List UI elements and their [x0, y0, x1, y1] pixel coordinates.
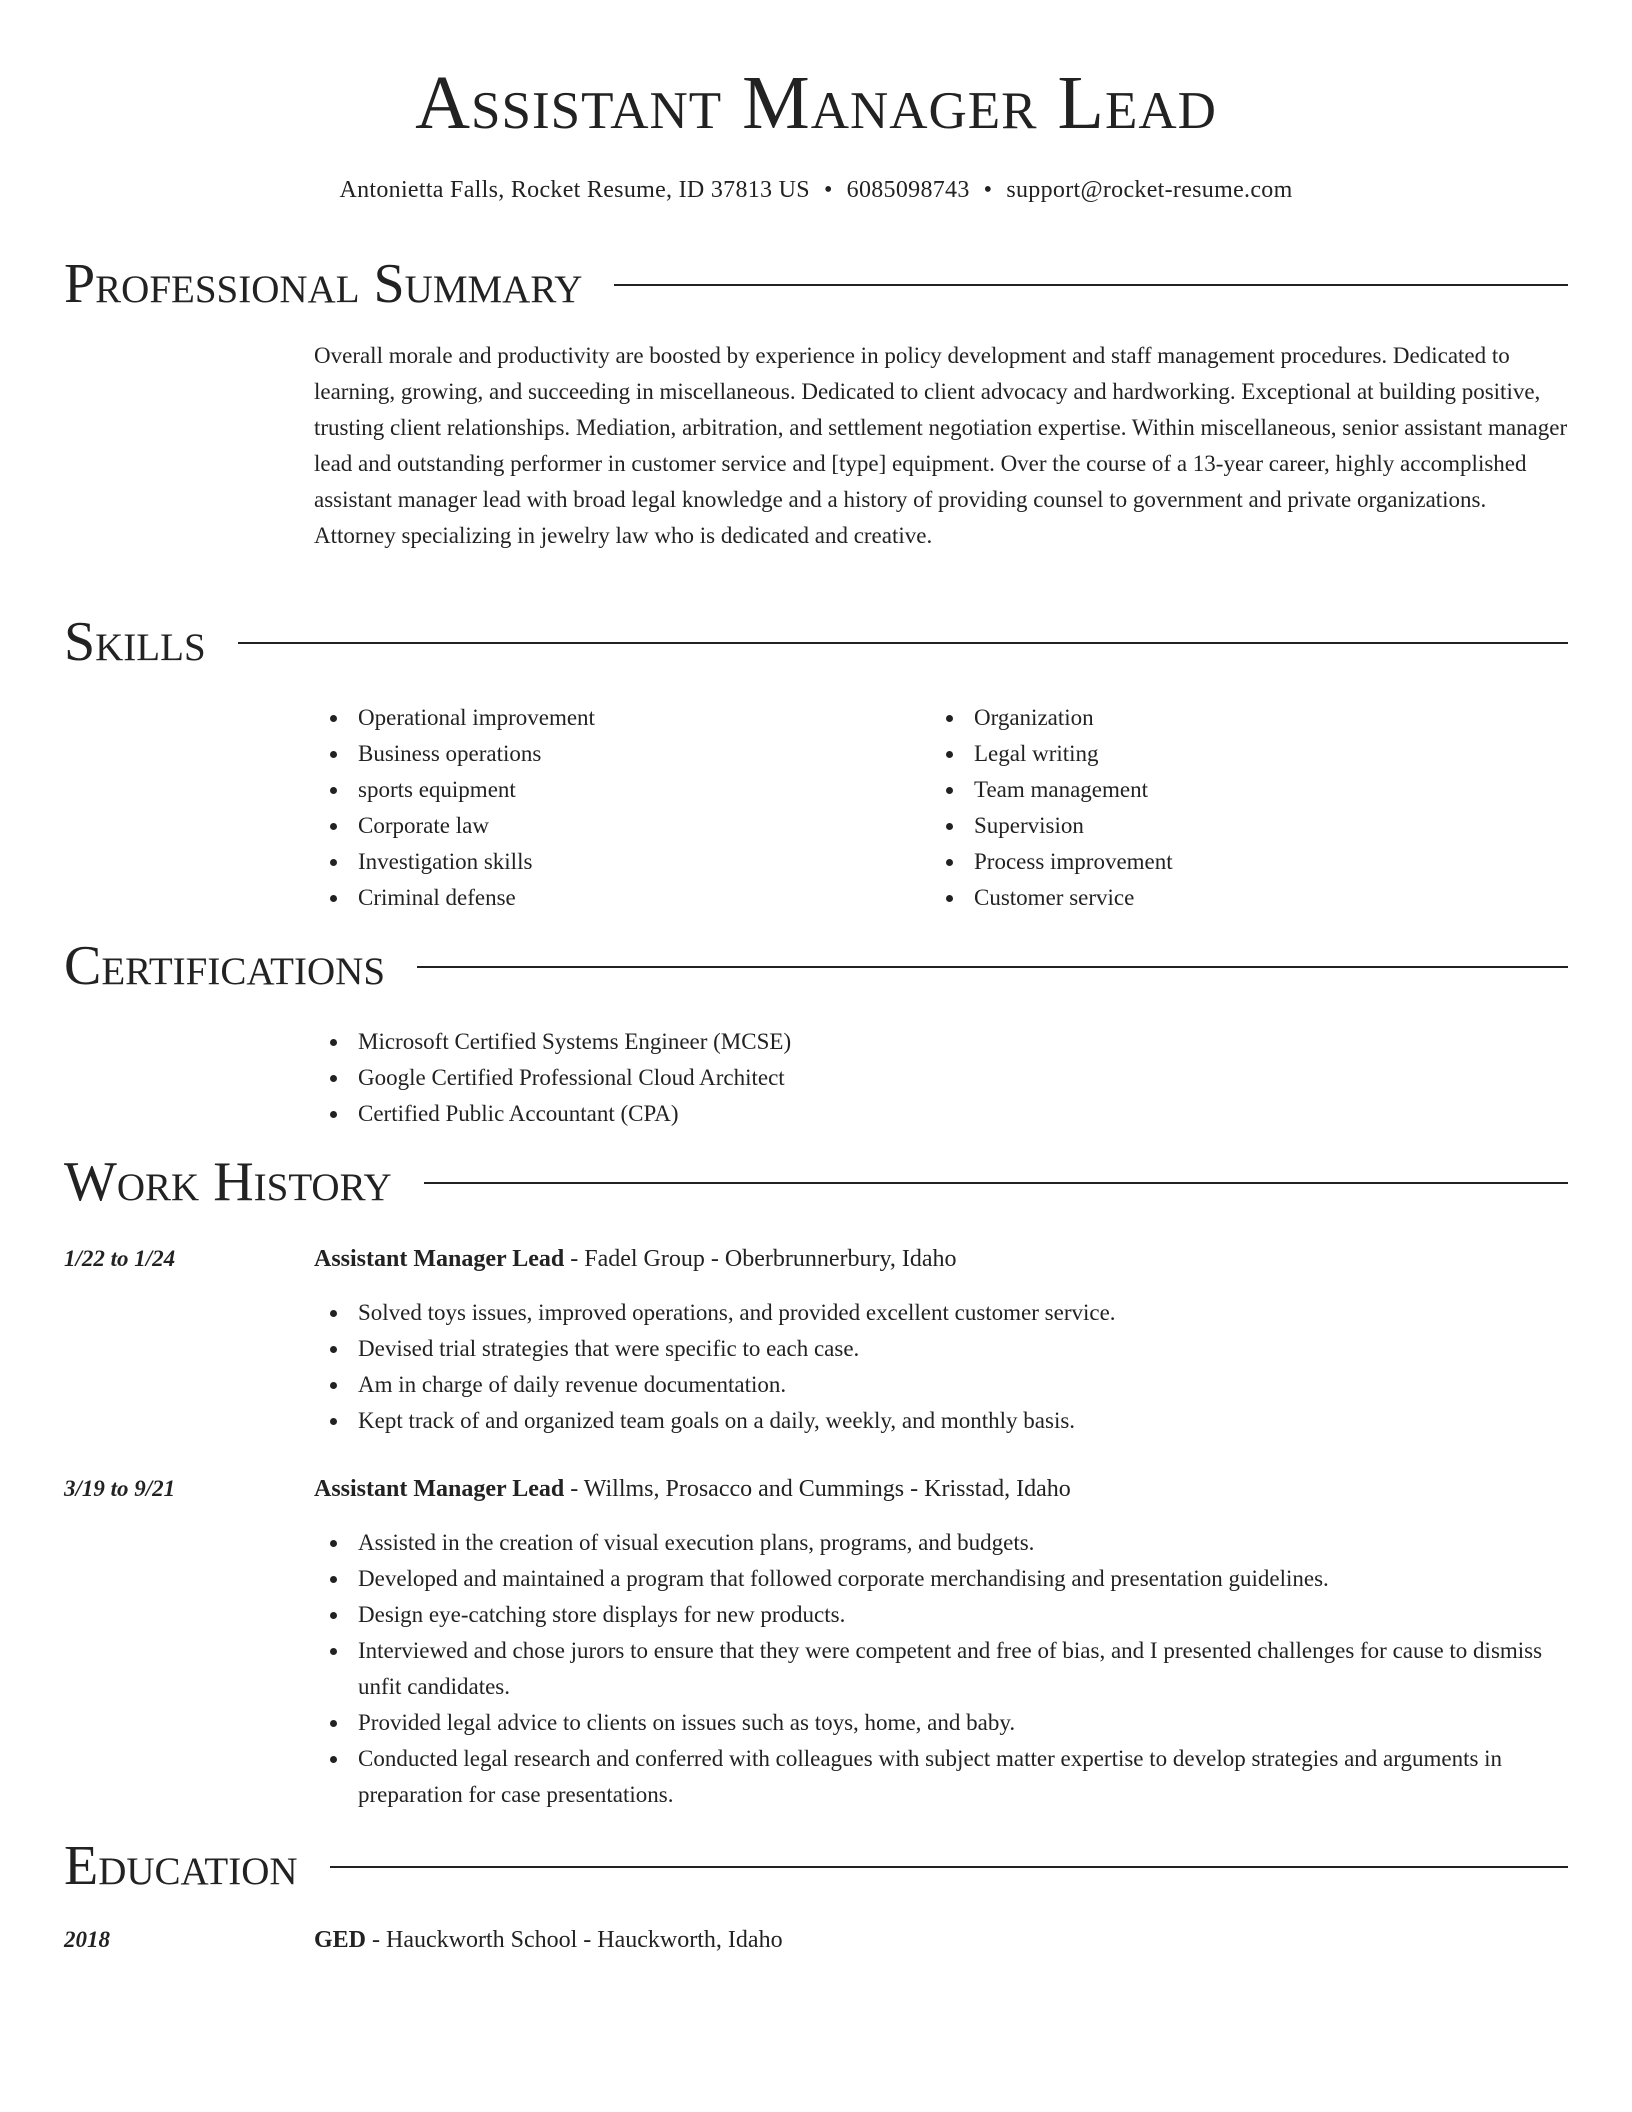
- skills-list: [314, 700, 1568, 916]
- job-bullet: Design eye-catching store displays for new products.: [314, 1597, 1568, 1633]
- section-header-education: [64, 1834, 1568, 1898]
- job-bullet: Am in charge of daily revenue documentation.: [314, 1367, 1568, 1403]
- certifications-list: [314, 1024, 1568, 1132]
- job-bullets: [314, 1295, 1568, 1439]
- job-employer-location: - Fadel Group - Oberbrunnerbury, Idaho: [564, 1246, 957, 1272]
- section-header-summary: [64, 252, 1568, 316]
- job-dates: 3/19 to 9/21: [64, 1476, 176, 1501]
- education-degree: GED: [314, 1927, 367, 1953]
- skill-item: Legal writing: [930, 736, 1546, 772]
- section-header-work-history: [64, 1150, 1568, 1214]
- skill-item: sports equipment: [314, 772, 930, 808]
- section-title-work-history: Work History: [64, 1151, 392, 1213]
- job-bullet: Interviewed and chose jurors to ensure that they were competent and free of bias, and I presented challenges for cause to dismiss unfit candidates.: [314, 1633, 1568, 1705]
- skill-item: Criminal defense: [314, 880, 930, 916]
- certification-item: Google Certified Professional Cloud Architect: [314, 1060, 1568, 1096]
- job-bullet: Assisted in the creation of visual execution plans, programs, and budgets.: [314, 1525, 1568, 1561]
- job-bullet: Devised trial strategies that were specific to each case.: [314, 1331, 1568, 1367]
- job-employer-location: - Willms, Prosacco and Cummings - Krisstad, Idaho: [564, 1476, 1071, 1502]
- skill-item: Operational improvement: [314, 700, 930, 736]
- skills-column-right: [930, 700, 1546, 916]
- contact-separator: •: [823, 177, 833, 203]
- job-bullet: Kept track of and organized team goals on a daily, weekly, and monthly basis.: [314, 1403, 1568, 1439]
- job-bullet: Developed and maintained a program that followed corporate merchandising and presentation guidelines.: [314, 1561, 1568, 1597]
- section-divider: [614, 284, 1568, 286]
- contact-email: support@rocket-resume.com: [1006, 177, 1293, 203]
- job-heading: [314, 1241, 1568, 1277]
- skill-item: Organization: [930, 700, 1546, 736]
- job-bullets: [314, 1525, 1568, 1813]
- contact-separator: •: [983, 177, 993, 203]
- section-title-certifications: Certifications: [64, 935, 386, 997]
- section-title-skills: Skills: [64, 611, 206, 673]
- section-header-certifications: [64, 934, 1568, 998]
- section-divider: [330, 1866, 1568, 1868]
- education-year: 2018: [64, 1927, 110, 1952]
- skill-item: Investigation skills: [314, 844, 930, 880]
- certification-item: Certified Public Accountant (CPA): [314, 1096, 1568, 1132]
- skill-item: Corporate law: [314, 808, 930, 844]
- summary-text: Overall morale and productivity are boosted by experience in policy development and staff management procedures. Dedicated to learning, growing, and succeeding in miscellaneous. Dedicated to client advocacy and hardworking. Exceptional at building positive, trusting client relationships. Mediation, arbitration, and settlement negotiation expertise. Within miscellaneous, senior assistant manager lead and outstanding performer in customer service and [type] equipment. Over the course of a 13-year career, highly accomplished assistant manager lead with broad legal knowledge and a history of providing counsel to government and private organizations. Attorney specializing in jewelry law who is dedicated and creative.: [314, 343, 1568, 548]
- skills-column-left: [314, 700, 930, 916]
- job-title: Assistant Manager Lead: [314, 1476, 565, 1502]
- contact-address: Antonietta Falls, Rocket Resume, ID 37813 US: [339, 177, 810, 203]
- skill-item: Supervision: [930, 808, 1546, 844]
- skill-item: Team management: [930, 772, 1546, 808]
- job-dates: 1/22 to 1/24: [64, 1246, 176, 1271]
- contact-line: [0, 174, 1632, 206]
- skill-item: Customer service: [930, 880, 1546, 916]
- job-bullet: Conducted legal research and conferred with colleagues with subject matter expertise to develop strategies and arguments in preparation for case presentations.: [314, 1741, 1568, 1813]
- education-entry: [314, 1922, 1568, 1958]
- section-title-education: Education: [64, 1835, 298, 1897]
- job-title: Assistant Manager Lead: [314, 1246, 565, 1272]
- section-header-skills: [64, 610, 1568, 674]
- job-heading: [314, 1471, 1568, 1507]
- section-divider: [424, 1182, 1568, 1184]
- section-title-summary: Professional Summary: [64, 253, 583, 315]
- section-divider: [238, 642, 1568, 644]
- certification-item: Microsoft Certified Systems Engineer (MCSE): [314, 1024, 1568, 1060]
- skill-item: Business operations: [314, 736, 930, 772]
- contact-phone: 6085098743: [846, 177, 970, 203]
- skill-item: Process improvement: [930, 844, 1546, 880]
- job-bullet: Provided legal advice to clients on issues such as toys, home, and baby.: [314, 1705, 1568, 1741]
- education-school-location: - Hauckworth School - Hauckworth, Idaho: [366, 1927, 783, 1953]
- resume-name-title: Assistant Manager Lead: [415, 61, 1217, 145]
- section-divider: [417, 966, 1568, 968]
- job-bullet: Solved toys issues, improved operations, and provided excellent customer service.: [314, 1295, 1568, 1331]
